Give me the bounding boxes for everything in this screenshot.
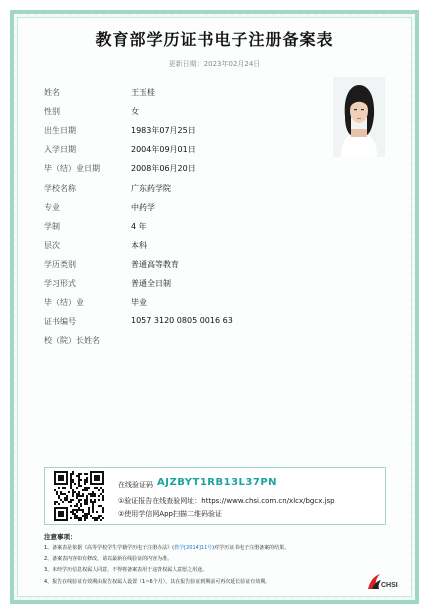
- field-label: 入学日期: [44, 145, 76, 155]
- note-text: )对学历证书电子注册备案的结果。: [212, 545, 290, 551]
- note-item: [44, 578, 270, 585]
- notes-title: 注意事项：: [44, 533, 77, 541]
- field-label: 学制: [44, 221, 60, 231]
- verification-url-line[interactable]: ①验证报告在线查验网址：https://www.chsi.com.cn/xlcx/bgcx.jsp: [118, 497, 335, 505]
- note-item: [44, 555, 172, 562]
- verification-code-label: 在线验证码: [118, 481, 153, 489]
- note-item: [44, 544, 289, 551]
- field-value: 中药学: [131, 202, 155, 212]
- student-photo: [333, 77, 385, 157]
- qr-code-icon[interactable]: [54, 471, 104, 521]
- field-label: 层次: [44, 240, 60, 250]
- chsi-logo-text: CHSI: [381, 582, 398, 589]
- field-value: 2004年09月01日: [131, 145, 196, 155]
- note-text: 1、备案表是依据《高等学校学生学籍学历电子注册办法》(: [44, 545, 175, 551]
- note-text: 2、备案表内容如有修改，请以最新在线验证的内容为准。: [44, 556, 173, 563]
- field-value: 4 年: [131, 221, 147, 231]
- field-label: 毕（结）业: [44, 298, 84, 308]
- field-label: 姓名: [44, 88, 60, 97]
- field-value: 广东药学院: [131, 183, 171, 193]
- note-text: 3、未经学历信息权属人同意，不得将备案表用于违背权属人意愿之用途。: [44, 567, 208, 574]
- field-value: 王玉桂: [131, 88, 155, 97]
- chsi-logo-icon: [366, 571, 406, 591]
- field-label: 出生日期: [44, 126, 76, 136]
- field-label: 学校名称: [44, 183, 76, 193]
- field-label: 学历类别: [44, 259, 76, 269]
- chsi-logo: [366, 571, 406, 591]
- field-label: 专业: [44, 202, 60, 212]
- field-value: 2008年06月20日: [131, 164, 196, 174]
- field-value: 女: [131, 107, 139, 117]
- field-value: 1057 3120 0805 0016 63: [131, 316, 233, 326]
- update-date: 更新日期：2023年02月24日: [168, 60, 261, 68]
- field-value: 普通高等教育: [131, 259, 179, 269]
- field-label: 校（院）长姓名: [44, 336, 100, 346]
- page-title: 教育部学历证书电子注册备案表: [95, 30, 334, 49]
- verification-app-line: ②使用学信网App扫描二维码验证: [118, 510, 222, 518]
- field-value: 本科: [131, 240, 147, 250]
- field-label: 毕（结）业日期: [44, 164, 100, 174]
- note-link[interactable]: 教学[2014]11号: [174, 545, 213, 551]
- portrait-image: [333, 77, 385, 157]
- note-item: [44, 566, 207, 573]
- field-label: 性别: [44, 107, 60, 117]
- field-value: 1983年07月25日: [131, 126, 196, 136]
- verification-code: AJZBYT1RB13L37PN: [157, 477, 278, 488]
- field-value: 普通全日制: [131, 279, 171, 288]
- field-label: 证书编号: [44, 317, 76, 327]
- note-text: 4、报告在线验证有效期由报告权属人设置（1~6个月），其在报告验证到期前可再次延长验证有效期。: [44, 578, 271, 585]
- field-value: 毕业: [131, 298, 147, 308]
- field-label: 学习形式: [44, 279, 76, 288]
